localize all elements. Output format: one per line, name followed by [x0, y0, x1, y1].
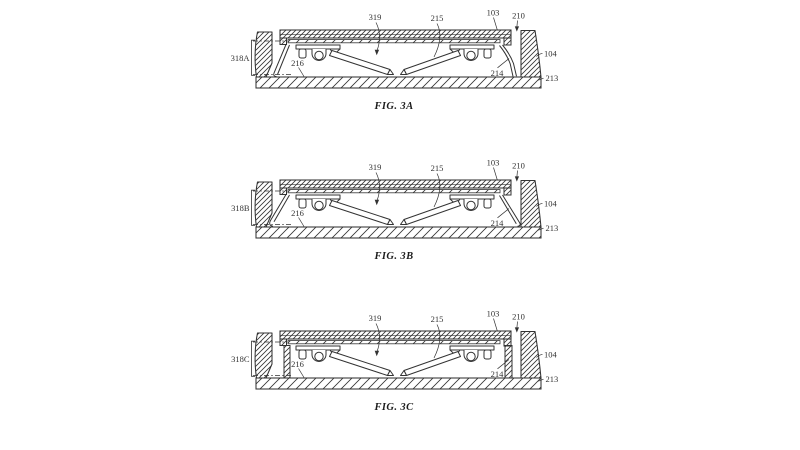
height-ref-label: 318A	[230, 53, 250, 63]
right-hinge-pin	[467, 201, 475, 209]
leader-216	[299, 68, 305, 77]
left-hinge-pin	[315, 352, 323, 360]
right-hinge-leg	[484, 49, 491, 58]
arrowhead-319	[375, 50, 379, 55]
ref-label-213: 213	[545, 374, 559, 384]
right-hinge-bracket	[450, 346, 494, 350]
ref-label-103: 103	[486, 7, 500, 18]
base-plate	[256, 227, 541, 238]
left-beam	[330, 51, 391, 75]
ref-label-104: 104	[544, 349, 557, 360]
ref-label-319: 319	[368, 162, 382, 172]
arrowhead-319	[375, 200, 379, 205]
right-beam	[404, 51, 461, 75]
left-beam	[330, 352, 391, 376]
height-ref-label: 318B	[231, 203, 250, 213]
height-ref-label: 318C	[231, 354, 250, 364]
scissor-mechanism	[296, 195, 494, 225]
figure-panel-3c	[230, 302, 570, 450]
right-hinge-leg	[484, 199, 491, 208]
keycap-right-lip	[504, 339, 511, 346]
leader-103	[494, 168, 498, 181]
left-hinge-pin	[315, 51, 323, 59]
keycap	[280, 331, 511, 346]
arrowhead-210	[515, 176, 519, 181]
right-sidewall	[521, 181, 541, 228]
figure-panel-3a	[230, 1, 570, 149]
keycap	[280, 30, 511, 45]
keycap-underplate	[288, 341, 500, 344]
center-hinge-notch	[388, 220, 407, 225]
left-sidewall	[255, 182, 272, 227]
leader-216	[299, 369, 305, 378]
keycap	[280, 180, 511, 195]
arrowhead-319	[375, 351, 379, 356]
leader-216	[299, 218, 305, 227]
figure-caption: FIG. 3C	[374, 402, 414, 413]
right-beam	[404, 352, 461, 376]
scissor-mechanism	[296, 346, 494, 376]
right-hinge-bracket	[450, 45, 494, 49]
ref-label-103: 103	[486, 157, 500, 168]
leader-214	[498, 209, 510, 218]
right-hinge-bracket	[450, 195, 494, 199]
ref-label-216: 216	[291, 207, 304, 218]
ref-label-213: 213	[545, 223, 559, 233]
ref-label-213: 213	[545, 73, 559, 83]
left-beam	[330, 201, 391, 225]
keycap-underplate	[288, 190, 500, 193]
ref-label-210: 210	[512, 160, 525, 171]
figure-caption: FIG. 3A	[374, 101, 414, 112]
left-sidewall	[255, 333, 272, 378]
arrowhead-210	[515, 26, 519, 31]
ref-label-103: 103	[486, 308, 500, 319]
cross-section-drawing	[230, 1, 570, 149]
right-sidewall	[521, 31, 541, 78]
left-hinge-bracket	[296, 346, 340, 350]
right-beam	[404, 201, 461, 225]
ref-label-214: 214	[490, 368, 504, 379]
arrowhead-210	[515, 327, 519, 332]
left-hinge-leg	[299, 199, 306, 208]
leader-214	[498, 59, 510, 68]
ref-label-104: 104	[544, 48, 557, 59]
ref-label-319: 319	[368, 12, 382, 22]
right-hinge-leg	[484, 350, 491, 359]
center-hinge-notch	[388, 371, 407, 376]
ref-label-104: 104	[544, 198, 557, 209]
left-hinge-leg	[299, 49, 306, 58]
base-plate	[256, 378, 541, 389]
left-hinge-bracket	[296, 195, 340, 199]
center-hinge-notch	[388, 70, 407, 75]
keycap-right-lip	[504, 38, 511, 45]
left-hinge-bracket	[296, 45, 340, 49]
ref-label-210: 210	[512, 10, 525, 21]
ref-label-216: 216	[291, 57, 304, 68]
right-hinge-pin	[467, 51, 475, 59]
ref-label-214: 214	[490, 67, 504, 78]
right-sidewall	[521, 332, 541, 379]
right-hinge-pin	[467, 352, 475, 360]
left-hinge-leg	[299, 350, 306, 359]
ref-label-319: 319	[368, 313, 382, 323]
figure-caption: FIG. 3B	[374, 251, 414, 262]
leader-210	[517, 322, 518, 328]
keycap-right-lip	[504, 188, 511, 195]
left-hinge-pin	[315, 201, 323, 209]
leader-103	[494, 319, 498, 332]
figure-panel-3b	[230, 151, 570, 299]
leader-103	[494, 18, 498, 31]
keycap-underplate	[288, 40, 500, 43]
ref-label-214: 214	[490, 217, 504, 228]
scissor-mechanism	[296, 45, 494, 75]
leader-210	[517, 171, 518, 177]
cross-section-drawing	[230, 151, 570, 299]
ref-label-216: 216	[291, 358, 304, 369]
ref-label-215: 215	[430, 13, 444, 23]
leader-210	[517, 21, 518, 27]
cross-section-drawing	[230, 302, 570, 450]
ref-label-215: 215	[430, 163, 444, 173]
left-sidewall	[255, 32, 272, 77]
ref-label-210: 210	[512, 311, 525, 322]
ref-label-215: 215	[430, 314, 444, 324]
base-plate	[256, 77, 541, 88]
